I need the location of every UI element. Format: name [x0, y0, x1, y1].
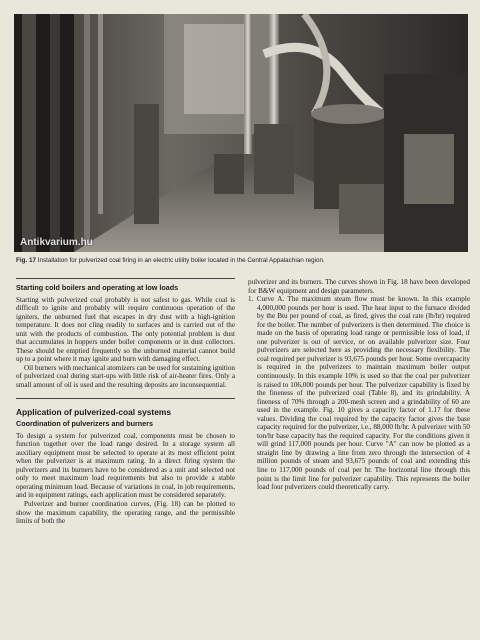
subsection-heading-coordination: Coordination of pulverizers and burners: [16, 419, 153, 429]
figure-caption: [16, 257, 468, 265]
paragraph: Starting with pulverized coal probably is not safest to gas. While coal is difficult to ignite and probably will require continuous operation of the igniters, the unburned fuel that escapes in dry dust with a high-ignition temperature. It does not cling readily to surfaces and is carried out of the unit with the products of combustion. The only potential problem is dust that accumulates in hoppers under boiler components or in dust collectors. These should be emptied frequently so the unburned material cannot build up to a point where it may ignite and burn with damaging effect.: [16, 295, 235, 364]
section-rule: [16, 278, 235, 279]
section-heading-starting: Starting cold boilers and operating at low loads: [16, 283, 179, 292]
figure-caption-text: Installation for pulverized coal firing in an electric utility boiler located in the Central Appalachian region.: [37, 257, 325, 264]
list-item: 1. Curve A. The maximum steam flow must be known. In this example 4,000,000 pounds per hour is used. The heat input to the furnace divided by the Btu per pound of coal, as fired, gives the coal rate (lb/hr) required for the boiler. The number of pulverizers is then determined. The choice is made on the basis of operating load range or permissible loss of load, if one pulverizer is out of service, or on available pulverizer size. Four pulverizers are selected here as providing the necessary flexibility. The coal required per pulverizer is 93,675 pounds per hour. Some overcapacity is required in the pulverizers to maintain maximum boiler output continuously. In this example 10% is used so that the coal per pulverizer is raised to 106,000 pounds per hour. The pulverizer capability is fixed by the fineness of the pulverized coal (Table 8), and its grindability. A fineness of 70% through a 200-mesh screen and a grindability of 60 are used in the example. Fig. 10 gives a capacity factor of 1.17 for these values. Dividing the coal required by the capacity factor gives the base capacity required for the pulverizer, i.e., 88,000 lb/hr. A pulverizer with 50 ton/hr base capacity has the required capacity. For the conditions given it will grind 117,000 pounds per hour. Curve "A" can now be plotted as a straight line by drawing a line from zero through the intersection of 4 million pounds of steam and 93,675 pounds of coal and extending this line to 117,000 pounds of coal per hr. The horizontal line through this point is the limit line for pulverizer capability. This represents the boiler load four pulverizers could theoretically carry.: [248, 295, 470, 492]
boiler-installation-photo: [14, 14, 468, 252]
paragraph: pulverizer and its burners. The curves shown in Fig. 18 have been developed for B&W equipment and design parameters.: [248, 278, 470, 295]
paragraph: Pulverizer and burner coordination curves, (Fig. 18) can be plotted to show the maximum capability, the operating range, and the permissible limits of both the: [16, 500, 235, 526]
figure-label: Fig. 17: [16, 257, 36, 264]
watermark: Antikvarium.hu: [20, 237, 93, 248]
section-heading-application: Application of pulverized-coal systems: [16, 406, 171, 417]
left-column: [16, 278, 235, 632]
paragraph: Oil burners with mechanical atomizers can be used for sustaining ignition of pulverized coal during start-ups with little risk of air-heater fires. Only a small amount of oil is used and the resulting deposits are inconsequential.: [16, 363, 235, 390]
right-column: [248, 278, 470, 632]
section-rule: [16, 398, 235, 399]
photo-illustration: [14, 14, 468, 252]
paragraph: To design a system for pulverized coal, components must be chosen to function together over the load range desired. In a storage system all auxiliary equipment must be selected to operate at its most efficient point when the pulverizer is at maximum rating. In a direct firing system the pulverizers and its burners have to be considered as a unit and selected not only to meet maximum load requirements but also to provide a stable operating minimum load. Because of variations in coal, in job requirements, and in equipment ratings, each application must be considered separately.: [16, 431, 235, 500]
